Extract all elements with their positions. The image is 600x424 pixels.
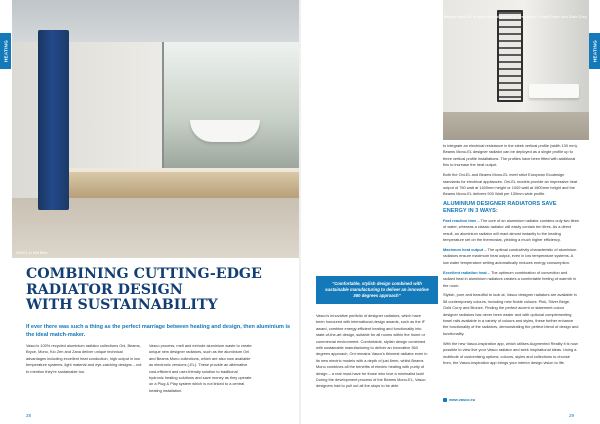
paragraph-intro-1: to integrate an electrical resistance in the sleek vertical profile (width 130 mm). Beams Mono-EL designer radiator can be deployed as a single profile up to three vertical profile installations. The profiles have been fitted with additional fins to increase the heat output. — [443, 143, 578, 168]
page-number-right: 29 — [568, 413, 574, 418]
paragraph-stylish: Stylish, pure and beautiful to look at, Vasco designer radiators are available in 58 contemporary colours, including new Noble colours: Pink, Silver Beige, Gold Curry and Bronze. Finding the perfect accent or statement colour designer radiators has never been easier and with optional complementing towel rails available in a variety of colours and styles, these further enhance the functionality of the radiators, demonstrating the perfect blend of design and functionality. — [443, 292, 579, 336]
website-footer — [443, 398, 475, 402]
photo-caption-right: Beams Mono-EL in three vertical profiles in Grey Black, Forest Green and Slate Grey — [444, 15, 587, 19]
floor-shape — [443, 112, 589, 140]
bathroom-photo-beams-mono — [443, 0, 589, 140]
globe-icon — [443, 398, 447, 402]
body-column-1: Vasco's 100% recycled aluminium radiator collections Oni, Beams, Bryce, Mono, Kio Zen and Zana deliver unique technical advantages including excellent heat conduction, high output in low temperature systems, light material and eye-catching designs – not to mention they're sustainable too. — [26, 343, 142, 374]
basin-shape — [529, 84, 579, 98]
point-3-text: – The optimum combination of convection and radiant heat in aluminium radiators creates a comfortable feeling of warmth in the room. — [443, 269, 576, 288]
vanity-shape — [62, 172, 299, 198]
point-2-lead: Maximum heat output — [443, 246, 484, 252]
headline-line-2: RADIATOR DESIGN — [26, 281, 183, 298]
paragraph-app: With the new Vasco-inspiration app, which utilises Augmented Reality it is now possible to view live your Vasco radiator and seek inspirational ideas. Using a multitude of customising options; colours, styles and collections to choose from, the Vasco-inspiration app brings your interior design vision to life. — [443, 340, 578, 365]
section-tab-left: HEATING — [0, 33, 11, 69]
page-gutter — [299, 0, 301, 424]
headline-line-1: COMBINING CUTTING-EDGE — [26, 266, 262, 282]
body-column-2: Vasco process, melt and extrude aluminium waste to create unique new designer radiators, such as the aluminium Oni and Beams Mono collections, which are also now available as electronic versions (-EL). These provide an alternative cost-efficient and user-friendly solution to traditional hydronic heating solutions and save money as they operate on a Plug & Play system which is not linked to a central heating installation. — [149, 343, 252, 393]
website-link[interactable]: www.vasco.eu — [449, 398, 476, 402]
paragraph-intro-2: Both the Oni-EL and Beams Mono-EL meet strict European Ecodesign standards for electrical appliances. Oni-EL models provide an impressive heat output of 750 watt at 1400mm height or 1000 watt at 1800mm height and the Beams Mono-EL delivers 900 Watt per 130mm wide profile. — [443, 172, 578, 197]
article-standfirst: If ever there was such a thing as the perfect marriage between heating and design, then aluminium is the ideal match-maker. — [26, 324, 291, 338]
photo-caption-left: Oni-EL in Mid Blue — [16, 251, 48, 255]
bathtub-shape — [190, 120, 260, 142]
article-headline — [26, 267, 288, 314]
pull-quote: "Comfortable, stylish design combined with sustainable manufacturing to deliver an innovative 360 degrees approach" — [316, 276, 438, 304]
point-3 — [443, 270, 579, 289]
section-tab-right: HEATING — [589, 33, 600, 69]
window-frame-shape — [162, 42, 299, 172]
point-1-lead: Fast reaction time — [443, 217, 477, 223]
bathroom-photo-oni-el — [12, 0, 299, 258]
point-1 — [443, 218, 579, 244]
body-column-3: Vasco's innovative portfolio of designer radiators, which have been honoured with international design awards, such as the iF award, combine energy-efficient heating and functionality into state-of-the-art design, suitable for all rooms within the home or commercial environment. Comfortable, stylish design combined with sustainable manufacturing to deliver an innovative 360 degrees approach. Oni remains Vasco's thinnest radiator even in its new electric models with a depth of just 6mm, whilst Beams Mono combines all the benefits of electric heating with purity of design – a real must-have for those who love a minimalist look! During the development process of the Beams Mono-EL, Vasco designers had to pull out all the stops to be able — [316, 313, 428, 389]
point-1-text: – The core of an aluminium radiator contains only two litres of water, whereas a classic radiator will easily contain ten litres. As a direct result, an aluminium radiator will react almost instantly to the heating temperature set on the thermostat, yielding a much higher efficiency. — [443, 217, 579, 243]
headline-line-3: WITH SUSTAINABILITY — [26, 297, 218, 313]
blue-radiator-shape — [38, 30, 69, 210]
vertical-radiator-shape — [497, 10, 523, 102]
page-number-left: 28 — [26, 413, 32, 418]
point-2 — [443, 247, 579, 266]
section-subheading: ALUMINIUM DESIGNER RADIATORS SAVE ENERGY IN 3 WAYS: — [443, 201, 557, 215]
point-3-lead: Excellent radiation heat — [443, 269, 487, 275]
point-2-text: – The optimal conductivity characteristic of aluminium radiators ensure maximum heat output, even in low temperature systems. A low water temperature setting automatically reduces energy consumption. — [443, 246, 577, 265]
body-column-4 — [443, 143, 579, 370]
